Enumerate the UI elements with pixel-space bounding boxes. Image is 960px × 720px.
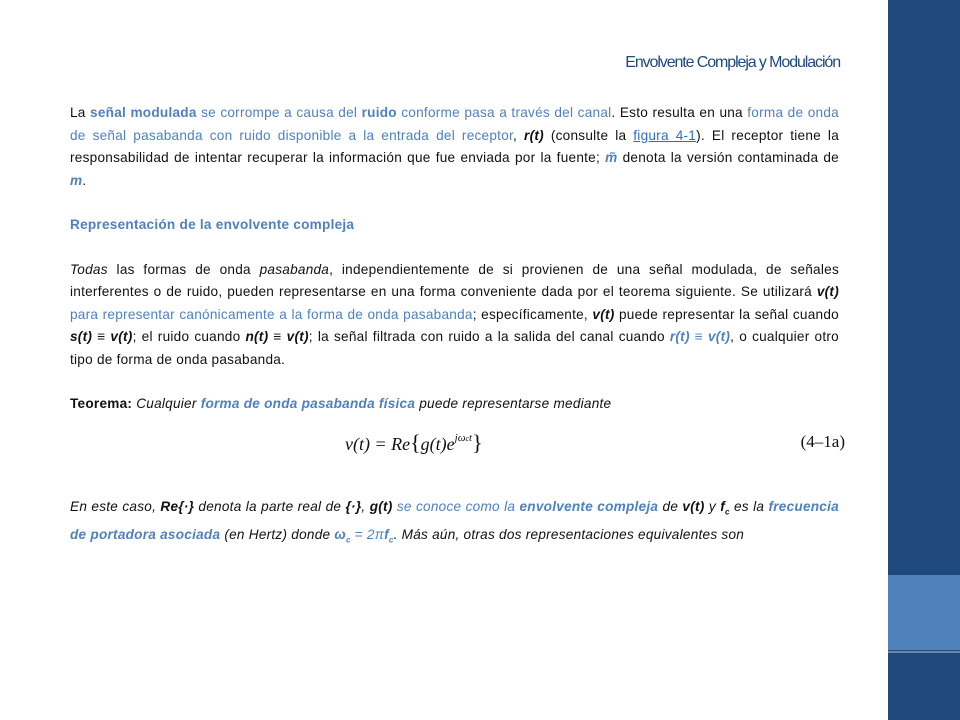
text: denota la parte real de xyxy=(194,498,346,514)
symbol-r-t: r(t) xyxy=(524,127,544,143)
text: pasabanda xyxy=(259,261,330,277)
theorem-label: Teorema: xyxy=(70,396,133,411)
text: conforme pasa a través del canal xyxy=(396,105,612,120)
text: (en Hertz) donde xyxy=(220,526,335,542)
term-envolvente-compleja: envolvente compleja xyxy=(519,498,659,514)
eq-exponent: jωct xyxy=(454,431,473,444)
slide-title: Envolvente Compleja y Modulación xyxy=(625,54,840,71)
text: ; específicamente, xyxy=(472,306,593,322)
text: las formas de onda xyxy=(107,261,260,277)
paragraph-definitions xyxy=(70,496,839,552)
symbol-v-t: v(t) xyxy=(682,498,705,514)
paragraph-pasabanda xyxy=(70,259,839,372)
eq-brace-close: } xyxy=(472,429,483,455)
text: Todas xyxy=(70,261,108,277)
equation-number: (4–1a) xyxy=(800,431,845,451)
term-ruido: ruido xyxy=(361,105,397,120)
symbol-omega-c: $\omega_c$ xyxy=(334,526,351,545)
symbol-fc: $f_c$ xyxy=(720,498,730,517)
text: se conoce como la xyxy=(392,498,520,514)
text: ; la señal filtrada con ruido a la salida del canal cuando xyxy=(308,329,670,344)
text: ). El receptor tiene la responsabilidad de intentar recuperar la información que fue enviada por la fuente; xyxy=(70,127,839,165)
figure-link[interactable]: figura 4-1 xyxy=(633,127,697,143)
text: , xyxy=(513,127,525,143)
text: La xyxy=(70,105,91,120)
text: , o cualquier otro tipo de forma de onda pasabanda. xyxy=(70,329,839,367)
text: es la xyxy=(729,498,769,514)
text: denota la versión contaminada de xyxy=(617,150,839,165)
text: Cualquier xyxy=(132,396,201,411)
eq-term: g(t)e xyxy=(420,433,455,454)
expr-r-t: r(t) ≡ v(t) xyxy=(669,329,731,344)
text: . xyxy=(82,172,87,188)
text: , independientemente de si provienen de una señal modulada, de señales interferentes o de ruido, pueden representarse en una forma conveniente dada por el teorema siguiente. Se utilizará xyxy=(70,261,839,299)
eq-brace-open: { xyxy=(410,429,421,455)
symbol-g-t: g(t) xyxy=(369,498,393,514)
symbol-braces: {·} xyxy=(345,498,362,514)
slide-content xyxy=(70,102,845,552)
equation-body xyxy=(345,430,483,456)
term-frecuencia-portadora: frecuencia de portadora asociada xyxy=(70,498,839,542)
eq-lhs: v(t) = Re xyxy=(345,433,411,454)
sidebar-divider xyxy=(888,651,960,653)
expr-s-t: s(t) ≡ v(t) xyxy=(70,329,133,344)
symbol-v-t: v(t) xyxy=(592,306,615,322)
text: de xyxy=(658,498,683,514)
theorem-statement xyxy=(70,393,839,416)
text: . Más aún, otras dos representaciones equivalentes son xyxy=(393,526,745,542)
symbol-fc: $f_c$ xyxy=(384,526,394,545)
term-senal-modulada: señal modulada xyxy=(90,105,197,120)
text: forma de onda de señal pasabanda con ruido disponible a la entrada del receptor xyxy=(70,105,839,143)
equation-4-1a xyxy=(70,426,845,466)
symbol-v-t: v(t) xyxy=(816,284,839,299)
paragraph-intro xyxy=(70,102,839,192)
sidebar-accent-block xyxy=(888,575,960,650)
text: puede representar la señal cuando xyxy=(614,306,839,322)
symbol-m-tilde: m̃ xyxy=(605,150,618,165)
symbol-m: m xyxy=(70,172,83,188)
text: . Esto resulta en una xyxy=(611,105,748,120)
text: ; el ruido cuando xyxy=(132,329,246,344)
text: forma de onda pasabanda física xyxy=(200,396,416,411)
text: y xyxy=(704,498,721,514)
text: = 2π xyxy=(350,526,385,542)
text: En este caso, xyxy=(70,498,161,514)
text: se corrompe a causa del xyxy=(196,105,362,120)
text: para representar canónicamente a la forma de onda pasabanda xyxy=(70,306,473,322)
text: (consulte la xyxy=(543,127,634,143)
text: , xyxy=(361,498,370,514)
expr-n-t: n(t) ≡ v(t) xyxy=(245,329,309,344)
symbol-re: Re{·} xyxy=(160,498,195,514)
section-heading: Representación de la envolvente compleja xyxy=(70,217,355,232)
text: puede representarse mediante xyxy=(415,396,612,411)
